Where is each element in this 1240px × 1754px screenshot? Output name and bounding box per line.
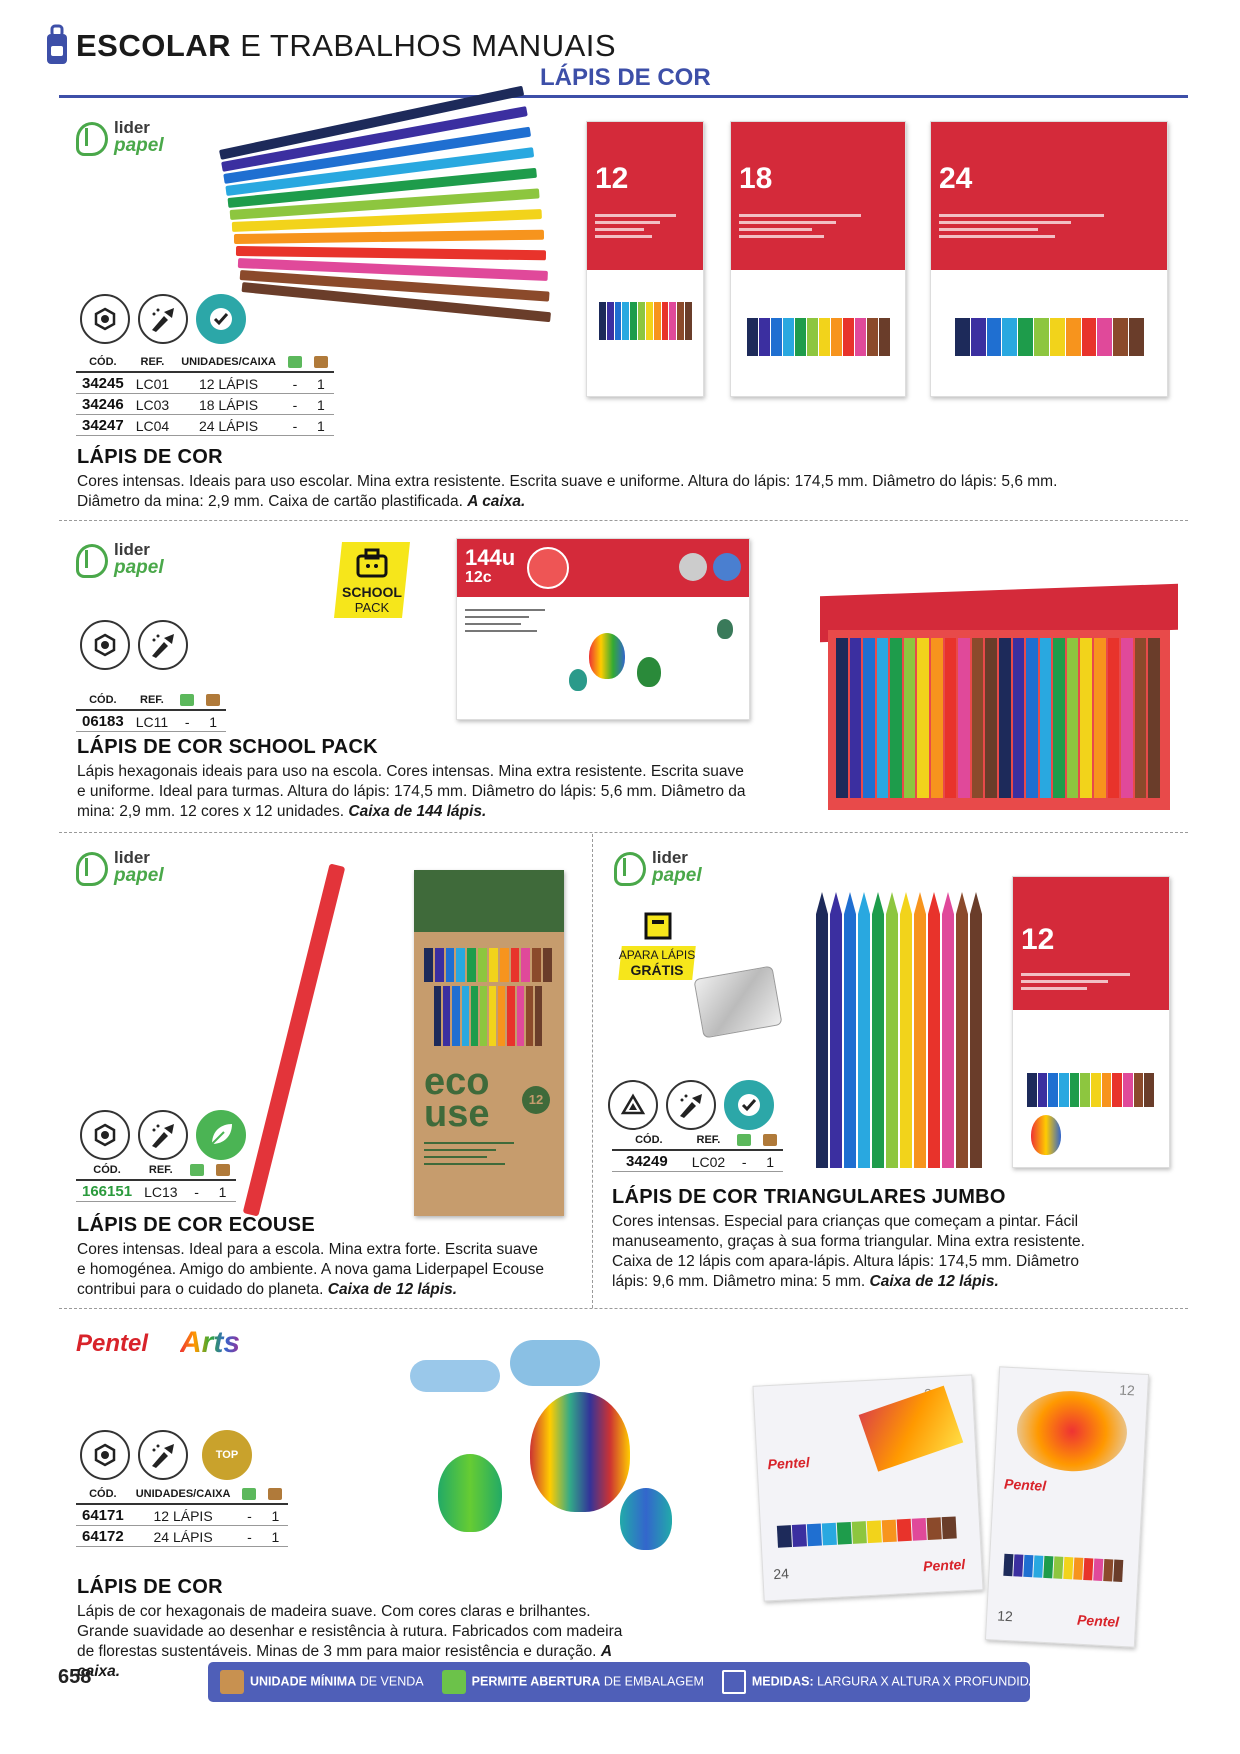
free-sharpener-badge: APARA LÁPIS GRÁTIS: [614, 904, 700, 980]
liderpapel-logo: lider papel: [76, 118, 186, 162]
table-row: 64171 12 LÁPIS - 1: [76, 1504, 288, 1526]
legend-bar: [208, 1662, 1055, 1702]
pencil-strip: [1027, 1073, 1155, 1107]
page-number: 658: [58, 1666, 92, 1688]
min-unit-icon: [308, 356, 334, 372]
jumbo-pencil: [872, 892, 884, 1168]
divider: [59, 1308, 1188, 1309]
hexagonal-pencil-icon: [80, 294, 130, 344]
pentel-arts-logo: Pentel Arts: [76, 1326, 241, 1359]
hexagonal-pencil-icon: [80, 1110, 130, 1160]
jumbo-box: 12: [1012, 876, 1170, 1168]
product-box-12: 12: [586, 121, 704, 397]
pentel-box-24: Pentel 24 Pentel: [752, 1374, 983, 1601]
jumbo-pencil: [886, 892, 898, 1168]
pencil-fan-image: [210, 120, 570, 330]
break-resistant-icon: [138, 620, 188, 670]
school-pack-open-box: [820, 590, 1178, 816]
open-pack-icon: [174, 694, 200, 710]
pencil-strip: [1003, 1554, 1124, 1582]
liderpapel-logo: lider papel: [76, 540, 186, 584]
pencil-rows: [836, 638, 1162, 798]
product1-title: LÁPIS DE COR: [77, 446, 223, 468]
open-box-icon: [442, 1670, 466, 1694]
break-resistant-icon: [138, 1430, 188, 1480]
top-product-badge: TOP: [202, 1430, 252, 1480]
legend-dimensions: MEDIDAS: LARGURA X ALTURA X PROFUNDIDADE: [722, 1670, 1055, 1694]
quality-check-icon: [724, 1080, 774, 1130]
product1-table: CÓD. REF. UNIDADES/CAIXA 34245 LC01 12 LÁPIS - 1 34246 LC03 18 LÁPIS - 1 34247 LC04 24 LÁPIS - 1: [76, 356, 334, 436]
eco-leaf-icon: [196, 1110, 246, 1160]
sharpener-image: [693, 966, 782, 1039]
legend-open-pack: PERMITE ABERTURA DE EMBALAGEM: [442, 1670, 704, 1694]
product2-table: CÓD. REF. 06183 LC11 - 1: [76, 694, 226, 732]
hexagonal-pencil-icon: [80, 1430, 130, 1480]
legend-min-unit: UNIDADE MÍNIMA DE VENDA: [220, 1670, 424, 1694]
pencil: [236, 246, 546, 260]
min-unit-icon: [210, 1164, 236, 1180]
divider: [59, 832, 1188, 833]
jumbo-pencil: [900, 892, 912, 1168]
hexagonal-pencil-icon: [80, 620, 130, 670]
ecouse-box: eco use 12: [414, 870, 564, 1216]
break-resistant-icon: [138, 294, 188, 344]
school-pack-badge: SCHOOL PACK: [332, 540, 412, 620]
product5-title: LÁPIS DE COR: [77, 1576, 223, 1598]
product1-description: Cores intensas. Ideais para uso escolar. Mina extra resistente. Escrita suave e uniforme. Altura do lápis: 174,5 mm. Diâmetro do lápis: 5,6 mm. Diâmetro da mina: 2,9 mm. Caixa de cartão plastificada. A caixa.: [77, 473, 1058, 510]
table-row: 34245 LC01 12 LÁPIS - 1: [76, 372, 334, 394]
table-row: 06183 LC11 - 1: [76, 710, 226, 732]
school-pack-box: 144u 12c: [456, 538, 750, 720]
jumbo-pencil: [956, 892, 968, 1168]
quality-check-icon: [196, 294, 246, 344]
balloons-drawing: [400, 1340, 690, 1570]
open-pack-icon: [236, 1488, 262, 1504]
pencil: [234, 230, 544, 244]
section-subtitle: LÁPIS DE COR: [540, 64, 711, 91]
pencil-strip: [747, 318, 891, 356]
product-box-24: 24: [930, 121, 1168, 397]
jumbo-pencil: [816, 892, 828, 1168]
product3-title: LÁPIS DE COR ECOUSE: [77, 1214, 315, 1236]
jumbo-pencil: [970, 892, 982, 1168]
product2-description: Lápis hexagonais ideais para uso na escola. Cores intensas. Mina extra resistente. Escrita suave e uniforme. Ideal para turmas. Altura do lápis: 174,5 mm. Diâmetro do lápis: 5,6 mm. Diâmetro da mina: 2,9 mm. 12 cores x 12 unidades. Caixa de 144 lápis.: [77, 763, 746, 820]
table-row: 34249 LC02 - 1: [612, 1150, 783, 1172]
section-title: ESCOLAR E TRABALHOS MANUAIS: [76, 28, 617, 63]
product3-description: Cores intensas. Ideal para a escola. Mina extra forte. Escrita suave e homogénea. Amigo do ambiente. A nova gama Liderpapel Ecouse contribui para o cuidado do planeta. Caixa de 12 lápis.: [77, 1241, 545, 1298]
liderpapel-logo: lider papel: [76, 848, 186, 892]
red-pencil-image: [243, 863, 346, 1216]
open-pack-icon: [731, 1134, 757, 1150]
pencil-strip: [777, 1516, 958, 1547]
liderpapel-logo: lider papel: [614, 848, 724, 892]
product-box-18: 18: [730, 121, 906, 397]
jumbo-pencil: [844, 892, 856, 1168]
jumbo-pencil: [830, 892, 842, 1168]
pencil-strip: [955, 318, 1145, 356]
break-resistant-icon: [666, 1080, 716, 1130]
jumbo-pencil: [942, 892, 954, 1168]
jumbo-pencil: [858, 892, 870, 1168]
triangular-pencil-icon: [608, 1080, 658, 1130]
product4-title: LÁPIS DE COR TRIANGULARES JUMBO: [612, 1186, 1006, 1208]
jumbo-pencil: [928, 892, 940, 1168]
divider: [59, 520, 1188, 521]
table-row: 64172 24 LÁPIS - 1: [76, 1526, 288, 1547]
product2-title: LÁPIS DE COR SCHOOL PACK: [77, 736, 378, 758]
divider-vertical: [592, 834, 593, 1308]
min-unit-icon: [262, 1488, 288, 1504]
break-resistant-icon: [138, 1110, 188, 1160]
jumbo-pencil: [914, 892, 926, 1168]
table-row: 166151 LC13 - 1: [76, 1180, 236, 1202]
product4-description: Cores intensas. Especial para crianças que começam a pintar. Fácil manuseamento, graças à sua forma triangular. Mina extra resistente. Caixa de 12 lápis com apara-lápis. Altura lápis: 174,5 mm. Diâmetro lápis: 9,6 mm. Diâmetro mina: 5 mm. Caixa de 12 lápis.: [612, 1213, 1085, 1290]
header-divider: [59, 95, 1188, 98]
table-row: 34246 LC03 18 LÁPIS - 1: [76, 394, 334, 415]
product4-table: CÓD. REF. 34249 LC02 - 1: [612, 1134, 783, 1172]
product5-table: CÓD. UNIDADES/CAIXA 64171 12 LÁPIS - 1 64172 24 LÁPIS - 1: [76, 1488, 288, 1547]
min-unit-icon: [200, 694, 226, 710]
product3-table: CÓD. REF. 166151 LC13 - 1: [76, 1164, 236, 1202]
product5-description: Lápis de cor hexagonais de madeira suave. Com cores claras e brilhantes. Grande suavidade ao desenhar e resistência à rutura. Fabricados com madeira de florestas sustentáveis. Minas de 3 mm para maior resistência e duração. A caixa.: [77, 1603, 623, 1680]
open-pack-icon: [184, 1164, 210, 1180]
open-pack-icon: [282, 356, 308, 372]
min-unit-icon: [757, 1134, 783, 1150]
box-icon: [220, 1670, 244, 1694]
pencil-strip: [599, 302, 693, 340]
table-row: 34247 LC04 24 LÁPIS - 1: [76, 415, 334, 436]
pentel-box-12: 12 Pentel 12 Pentel: [985, 1366, 1149, 1647]
backpack-icon: [44, 24, 70, 66]
dimensions-icon: [722, 1670, 746, 1694]
jumbo-pencils-image: [816, 880, 994, 1170]
